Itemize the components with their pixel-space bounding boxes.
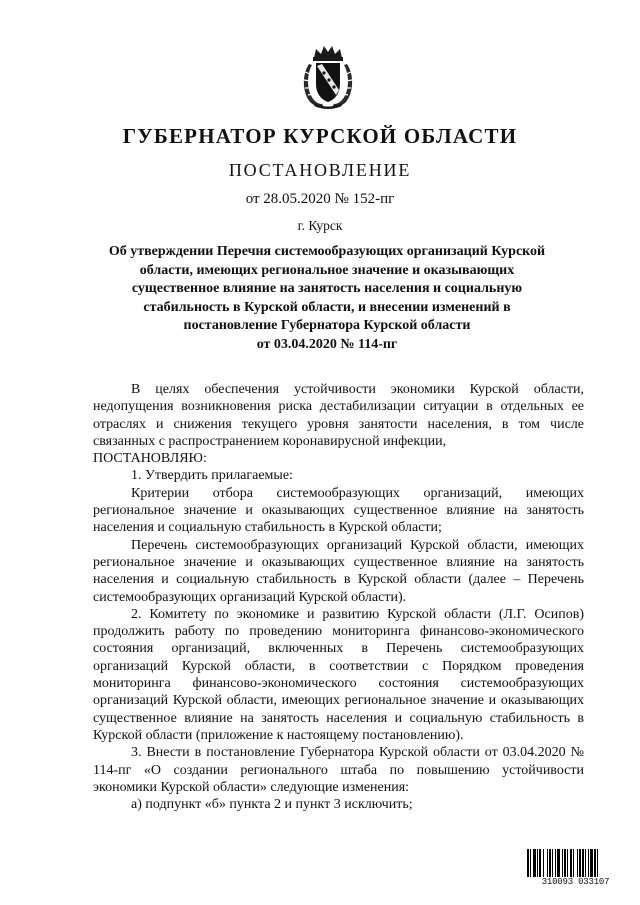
governor-title: ГУБЕРНАТОР КУРСКОЙ ОБЛАСТИ: [122, 124, 518, 148]
barcode-bars: [527, 849, 624, 877]
item-2-paragraph: 2. Комитету по экономике и развитию Курской области (Л.Г. Осипов) продолжить работу по проведению мониторинга финансово-экономического состояния организаций, включенных в Перечень системообразующих организаций Курской области, в соответствии с Порядком проведения мониторинга финансово-экономического состояния системообразующих организаций Курской области, имеющих региональное значение и оказывающих существенное влияние на занятость населения и социальную стабильность в Курской области (приложение к настоящему постановлению).: [93, 606, 584, 743]
subject-line: от 03.04.2020 № 114-пг: [256, 336, 398, 352]
barcode-number: 310093 033107: [541, 877, 610, 887]
document-type: ПОСТАНОВЛЕНИЕ: [228, 160, 412, 180]
preamble-paragraph: В целях обеспечения устойчивости экономики Курской области, недопущения возникновения риска дестабилизации ситуации в отдельных ее отраслях и снижения текущего уровня занятости населения, в том числе связанных с распространением коронавирусной инфекции,: [93, 382, 584, 449]
subject-line: существенное влияние на занятость населения и социальную: [131, 281, 523, 296]
item-1-list-paragraph: Перечень системообразующих организаций Курской области, имеющих региональное значение и оказывающих существенное влияние на занятость населения и социальную стабильность в Курской области (далее – Перечень системообразующих организаций Курской области).: [93, 537, 584, 605]
coat-of-arms-emblem: [300, 44, 356, 112]
document-city: г. Курск: [297, 218, 343, 233]
barcode-gap: [598, 849, 600, 877]
subject-line: Об утверждении Перечня системообразующих организаций Курской: [108, 244, 546, 259]
item-1-criteria-paragraph: Критерии отбора системообразующих организаций, имеющих региональное значение и оказывающих существенное влияние на занятость населения и социальную стабильность в Курской области;: [93, 485, 584, 536]
document-body: [93, 381, 584, 813]
item-1-paragraph: 1. Утвердить прилагаемые:: [131, 468, 293, 484]
subject-line: стабильность в Курской области, и внесении изменений в: [143, 299, 511, 315]
document-subject: [102, 243, 552, 354]
document-barcode: [527, 849, 624, 887]
item-3-paragraph: 3. Внести в постановление Губернатора Курской области от 03.04.2020 № 114-пг «О создании регионального штаба по повышению устойчивости экономики Курской области» следующие изменения:: [93, 745, 584, 795]
subject-line: постановление Губернатора Курской области: [183, 318, 471, 333]
item-3a-paragraph: а) подпункт «б» пункта 2 и пункт 3 исключить;: [131, 797, 413, 813]
decree-word: ПОСТАНОВЛЯЮ:: [93, 451, 207, 467]
document-date-number: от 28.05.2020 № 152-пг: [245, 191, 395, 207]
subject-line: области, имеющих региональное значение и оказывающих: [139, 262, 515, 278]
